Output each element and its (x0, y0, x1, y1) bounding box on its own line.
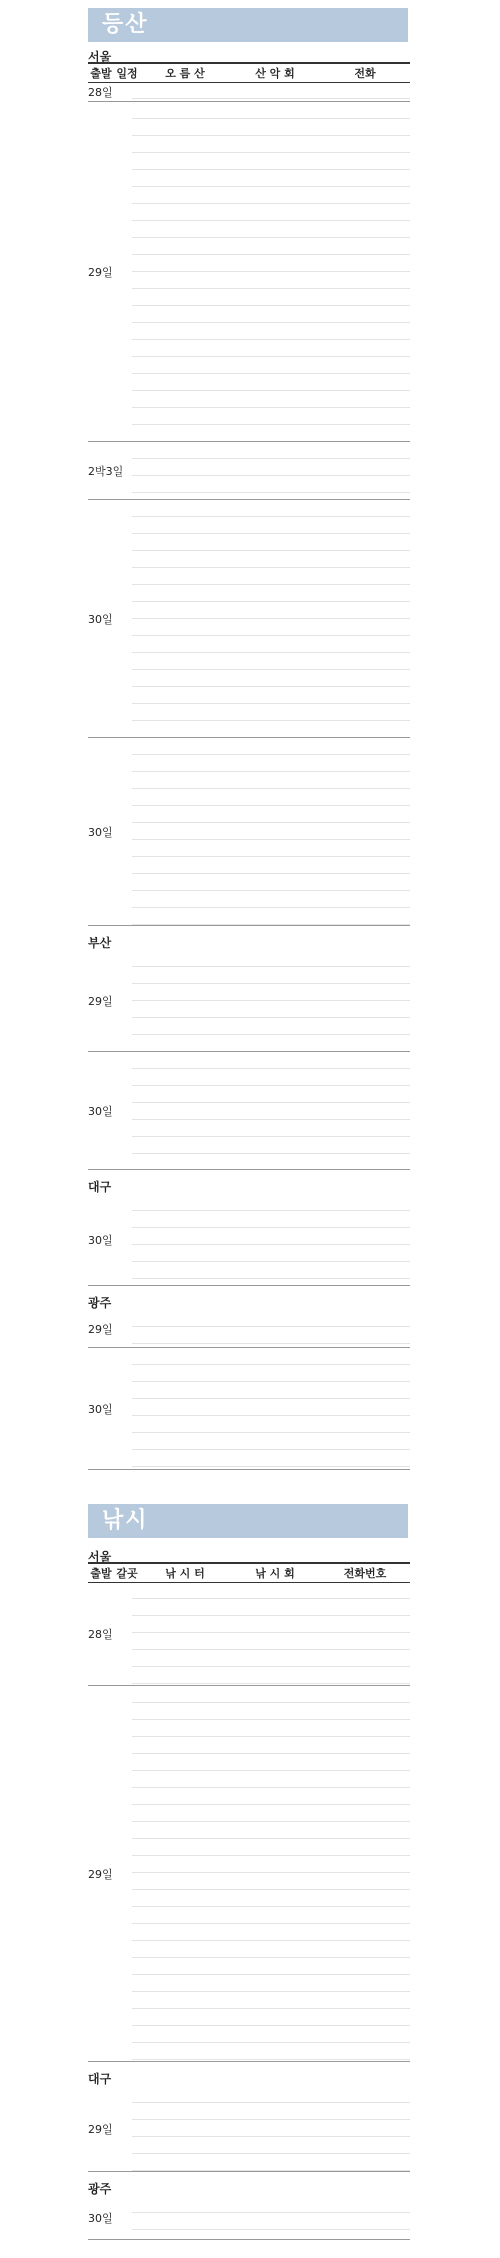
region-label-gwangju: 광주 (88, 2182, 112, 2196)
col-departure: 출발 (90, 1567, 112, 1580)
day-block: 30일 (88, 500, 410, 738)
day-block: 30일 (88, 1194, 410, 1286)
table-rows (132, 2086, 410, 2171)
day-block: 28일 (88, 82, 410, 102)
table-rows (132, 738, 410, 925)
col-fishing-spot: 낚 시 터 (165, 1567, 205, 1580)
table-rows (132, 1052, 410, 1169)
col-phone: 전화 (354, 67, 376, 80)
region-label-seoul: 서울 (88, 1550, 112, 1564)
day-block: 30일 (88, 738, 410, 926)
table-rows (132, 1194, 410, 1285)
table-header (88, 1562, 410, 1583)
table-rows (132, 102, 410, 441)
day-block: 29일 (88, 102, 410, 442)
table-rows (132, 82, 410, 101)
region-label-daegu: 대구 (88, 2072, 112, 2086)
region-label-busan: 부산 (88, 936, 112, 950)
col-phone: 전화번호 (343, 1567, 387, 1580)
section-banner-fishing: 낚시 (88, 1504, 408, 1538)
col-departure: 출발 (90, 67, 112, 80)
table-rows (132, 442, 410, 499)
col-schedule: 일정 (116, 67, 138, 80)
day-block: 28일 (88, 1582, 410, 1686)
day-block: 29일 (88, 950, 410, 1052)
table-rows (132, 2196, 410, 2239)
table-rows (132, 1348, 410, 1469)
col-club: 낚 시 회 (255, 1567, 295, 1580)
day-block: 29일 (88, 1310, 410, 1348)
region-label-daegu: 대구 (88, 1180, 112, 1194)
section-banner-hiking: 등산 (88, 8, 408, 42)
table-header (88, 62, 410, 83)
day-block: 29일 (88, 1686, 410, 2062)
region-label-gwangju: 광주 (88, 1296, 112, 1310)
day-block: 30일 (88, 1052, 410, 1170)
col-club: 산 악 회 (255, 67, 295, 80)
day-block: 30일 (88, 2196, 410, 2240)
table-rows (132, 1310, 410, 1347)
table-rows (132, 950, 410, 1051)
table-rows (132, 500, 410, 737)
region-label-seoul: 서울 (88, 50, 112, 64)
table-rows (132, 1582, 410, 1685)
col-mountain: 오 름 산 (165, 67, 205, 80)
col-destination: 갈곳 (116, 1567, 138, 1580)
day-block: 30일 (88, 1348, 410, 1470)
day-block: 2박3일 (88, 442, 410, 500)
table-rows (132, 1686, 410, 2061)
day-block: 29일 (88, 2086, 410, 2172)
